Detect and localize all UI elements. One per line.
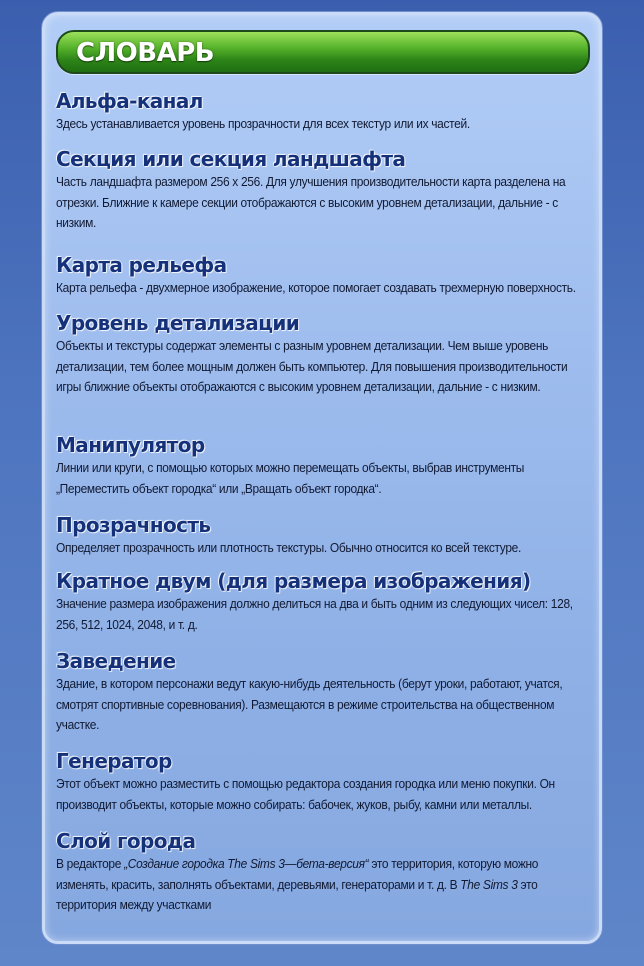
glossary-entry: [56, 88, 590, 146]
glossary-definition: Объекты и текстуры содержат элементы с разным уровнем детализации. Чем выше уровень детализации, тем более мощным должен быть компьютер. Для повышения производительности игры ближние объекты отображаются с высоким уровнем детализации, дальние - с низким.: [56, 338, 568, 394]
glossary-term: Заведение: [56, 649, 176, 673]
glossary-entry: [56, 648, 590, 748]
glossary-term: Секция или секция ландшафта: [56, 147, 406, 171]
glossary-term: Слой города: [56, 829, 196, 853]
glossary-entry: [56, 748, 590, 828]
definition-text: это территория между участками: [56, 876, 538, 912]
glossary-entry: [56, 432, 590, 512]
glossary-definition: Определяет прозрачность или плотность текстуры. Обычно относится ко всей текстуре.: [56, 540, 522, 555]
glossary-term: Кратное двум (для размера изображения): [56, 569, 531, 593]
glossary-definition: Линии или круги, с помощью которых можно перемещать объекты, выбрав инструменты „Переместить объект городка“ или „Вращать объект городка“.: [56, 460, 525, 496]
glossary-entry: [56, 252, 590, 310]
definition-italic-text: „Создание городка The Sims 3—бета-версия“: [124, 856, 369, 871]
glossary-definition: Этот объект можно разместить с помощью редактора создания городка или меню покупки. Он производит объекты, которые можно собирать: бабочек, жуков, рыбу, камни или металлы.: [56, 776, 555, 812]
page-title: СЛОВАРЬ: [76, 38, 215, 68]
glossary-definition: Карта рельефа - двухмерное изображение, которое помогает создавать трехмерную поверхность.: [56, 280, 576, 295]
definition-italic-text: The Sims 3: [460, 876, 518, 892]
glossary-term: Прозрачность: [56, 513, 211, 537]
glossary-term: Манипулятор: [56, 433, 205, 457]
glossary-entry: [56, 568, 590, 648]
glossary-definition: Здание, в котором персонажи ведут какую-нибудь деятельность (берут уроки, работают, учатся, смотрят спортивные соревнования). Размещаются в режиме строительства на общественном участке.: [56, 676, 563, 732]
definition-text: это территория, которую можно изменять, красить, заполнять объектами, деревьями, генераторами и т. д. В: [56, 856, 539, 892]
glossary-definition: [56, 854, 590, 916]
glossary-term: Карта рельефа: [56, 253, 227, 277]
glossary-entry: [56, 828, 590, 916]
glossary-entry: [56, 512, 590, 568]
glossary-entry: [56, 310, 590, 432]
glossary-list: [56, 88, 590, 916]
glossary-entry: [56, 146, 590, 252]
glossary-term: Альфа-канал: [56, 89, 203, 113]
glossary-definition: Здесь устанавливается уровень прозрачности для всех текстур или их частей.: [56, 116, 470, 131]
glossary-definition: Значение размера изображения должно делиться на два и быть одним из следующих чисел: 128, 256, 512, 1024, 2048, и т. д.: [56, 596, 573, 632]
glossary-term: Генератор: [56, 749, 172, 773]
title-bar: [56, 30, 590, 74]
glossary-term: Уровень детализации: [56, 311, 300, 335]
definition-text: В редакторе: [56, 856, 125, 871]
glossary-definition: Часть ландшафта размером 256 x 256. Для улучшения производительности карта разделена на отрезки. Ближние к камере секции отображаются с высоким уровнем детализации, дальние - с низким.: [56, 174, 566, 230]
